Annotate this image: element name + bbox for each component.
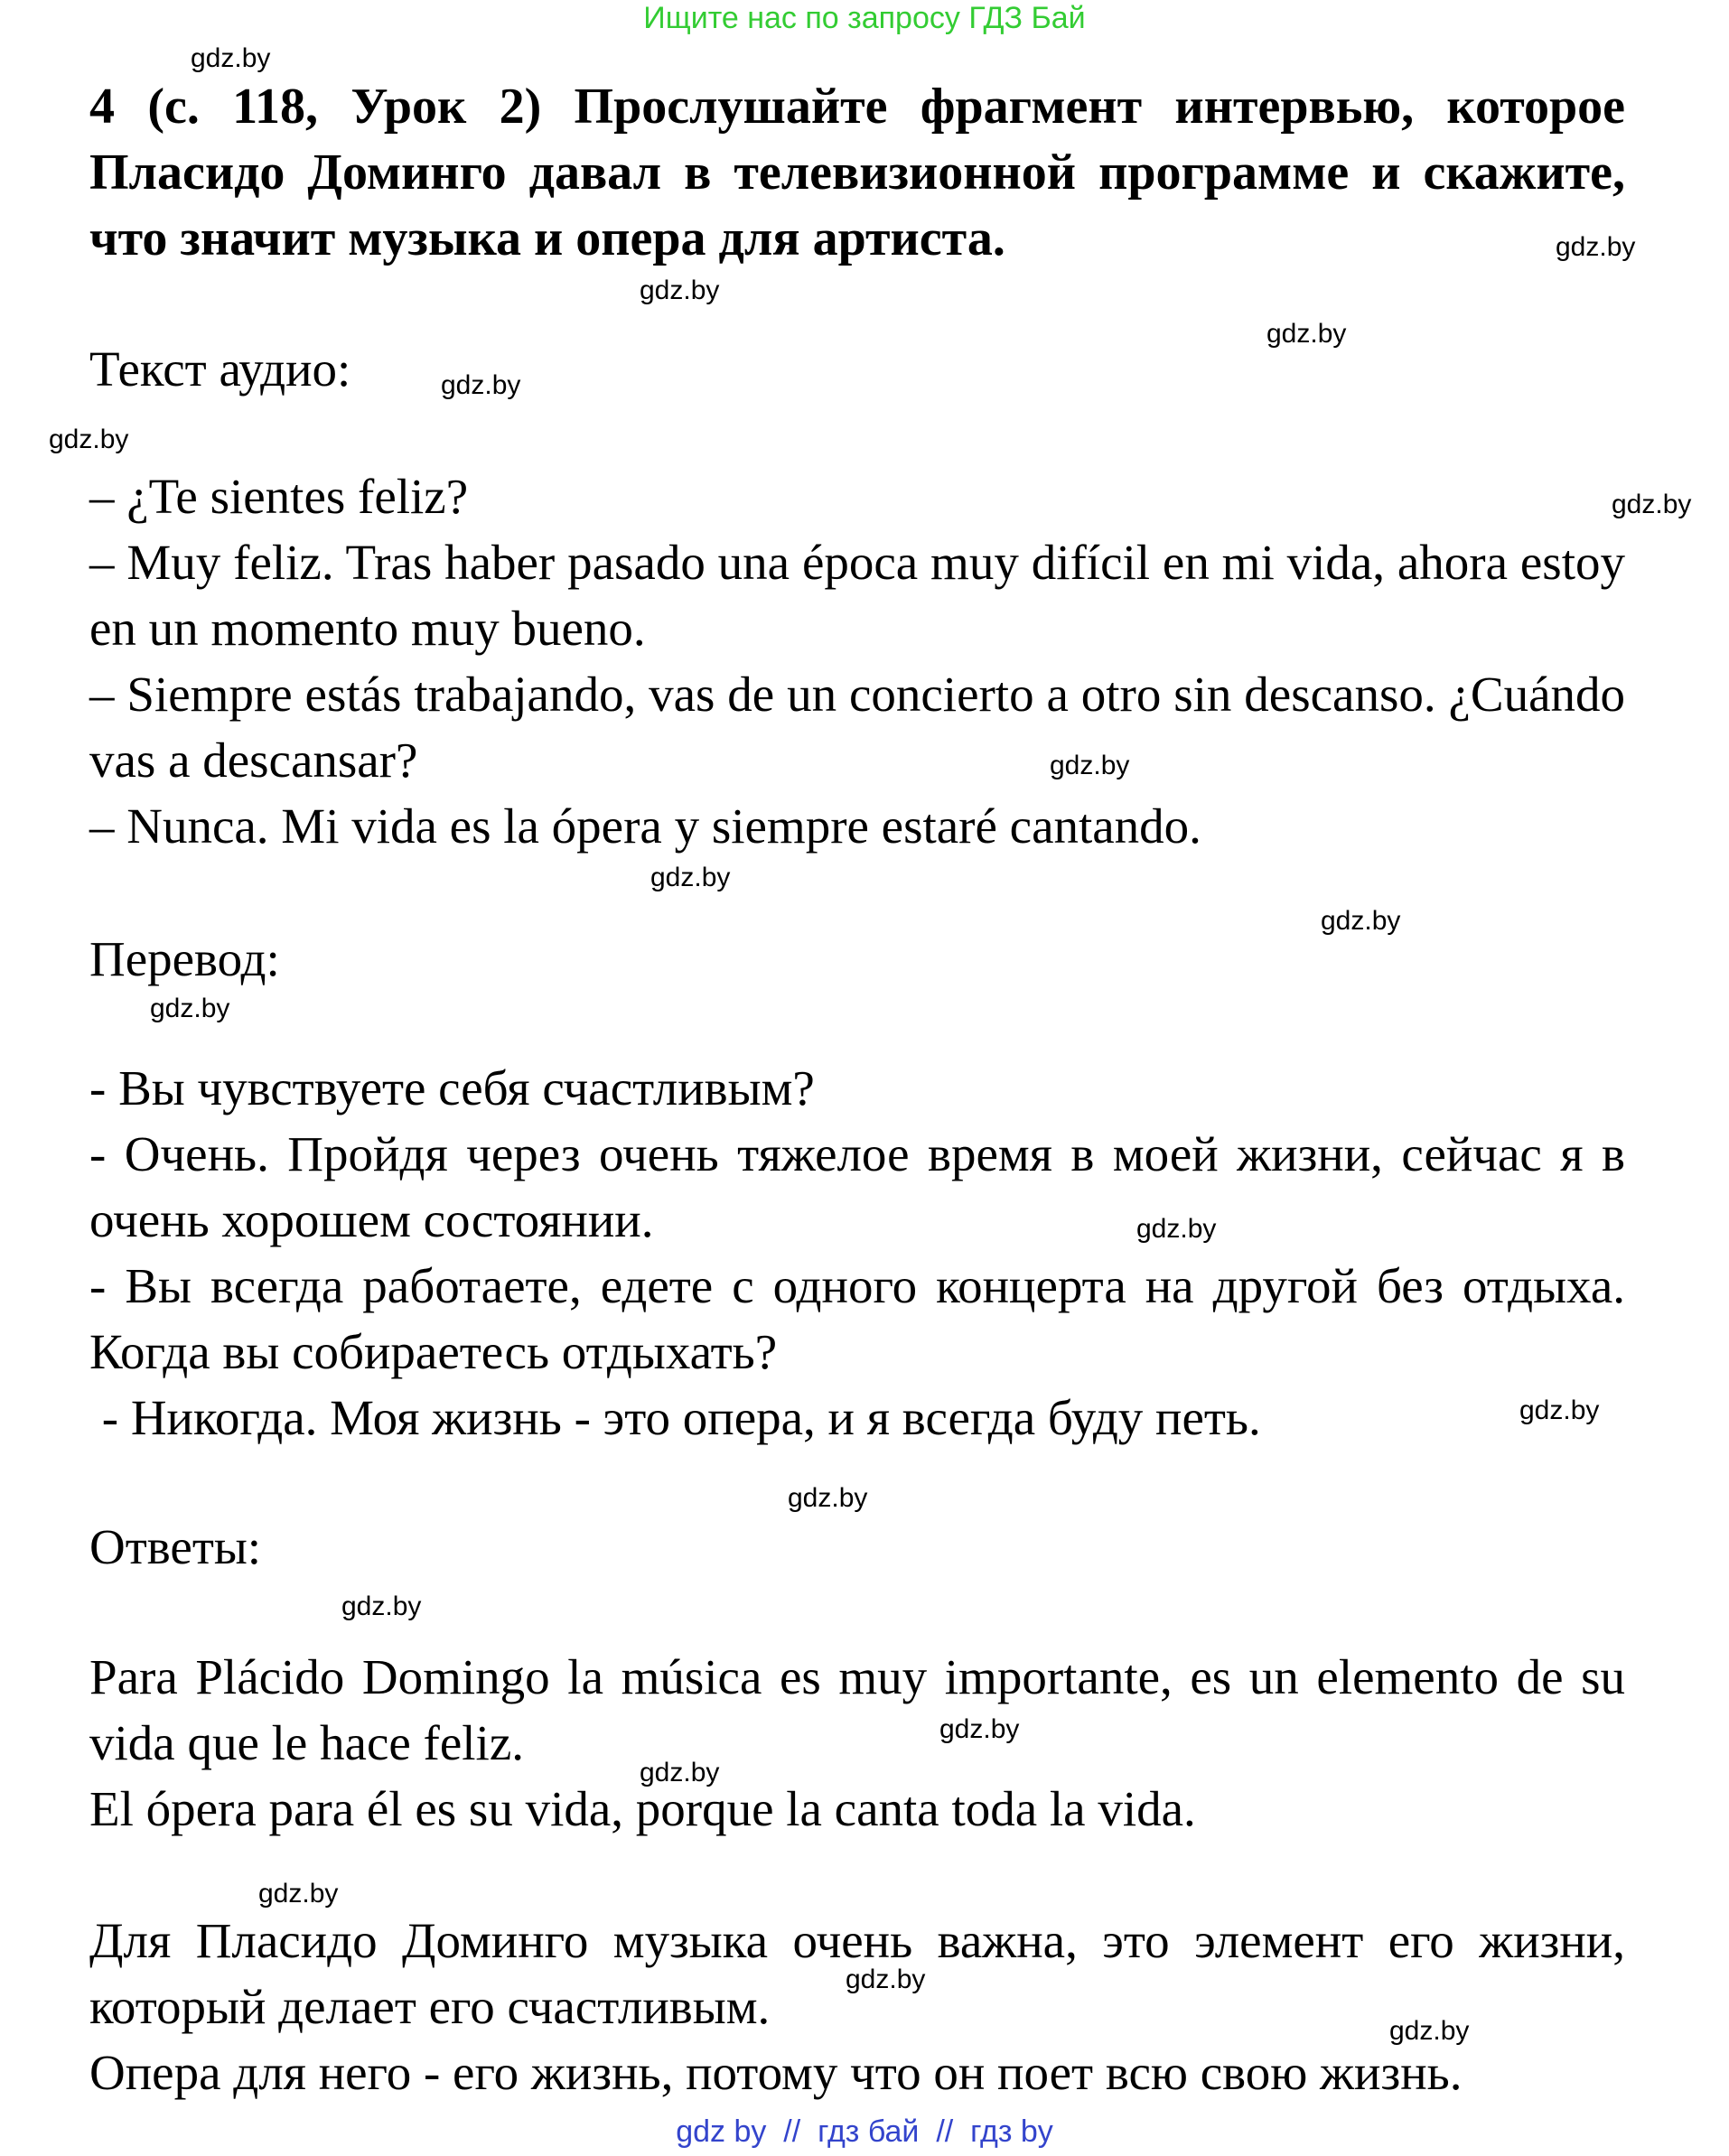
translation-line: - Вы всегда работаете, едете с одного концерта на другой без отдыха. Когда вы собираетесь отдыхать? <box>89 1258 1625 1379</box>
watermark: gdz.by <box>258 1879 339 1909</box>
task-title: 4 (с. 118, Урок 2) Прослушайте фрагмент интервью, которое Пласидо Доминго давал в телевизионной программе и скажите, что значит музыка и опера для артиста. <box>89 79 1625 266</box>
audio-line: – ¿Te sientes feliz? <box>89 469 469 524</box>
watermark: gdz.by <box>1136 1214 1217 1244</box>
translation-line: - Очень. Пройдя через очень тяжелое время в моей жизни, сейчас я в очень хорошем состоянии. <box>89 1126 1625 1247</box>
watermark: gdz.by <box>1389 2016 1470 2046</box>
translation-label: Перевод: <box>89 931 280 986</box>
answer-line: Para Plácido Domingo la música es muy importante, es un elemento de su vida que le hace feliz. <box>89 1649 1625 1770</box>
answer-line: Для Пласидо Доминго музыка очень важна, это элемент его жизни, который делает его счастливым. <box>89 1913 1625 2034</box>
watermark: gdz.by <box>788 1483 868 1513</box>
answer-line: Опера для него - его жизнь, потому что он поет всю свою жизнь. <box>89 2045 1463 2100</box>
audio-label: Текст аудио: <box>89 341 351 397</box>
watermark: gdz.by <box>1612 490 1692 519</box>
watermark: gdz.by <box>640 1758 720 1787</box>
translation-text <box>89 1055 1625 1451</box>
watermark: gdz.by <box>441 370 521 400</box>
top-banner: Ищите нас по запросу ГДЗ Бай <box>643 1 1086 35</box>
audio-line: – Nunca. Mi vida es la ópera y siempre estaré cantando. <box>89 798 1201 854</box>
bottom-banner: gdz by // гдз бай // гдз by <box>676 2114 1053 2149</box>
watermark: gdz.by <box>939 1714 1020 1744</box>
watermark: gdz.by <box>1519 1395 1600 1425</box>
watermark: gdz.by <box>1050 751 1130 780</box>
audio-line: – Siempre estás trabajando, vas de un concierto a otro sin descanso. ¿Cuándo vas a descansar? <box>89 667 1625 788</box>
watermark: gdz.by <box>191 43 271 73</box>
watermark: gdz.by <box>650 863 731 892</box>
audio-text <box>89 463 1625 859</box>
answer-line: El ópera para él es su vida, porque la canta toda la vida. <box>89 1781 1196 1836</box>
watermark: gdz.by <box>1321 906 1401 936</box>
answer-russian <box>89 1908 1625 2105</box>
watermark: gdz.by <box>1266 319 1347 349</box>
watermark: gdz.by <box>341 1591 422 1621</box>
audio-line: – Muy feliz. Tras haber pasado una época muy difícil en mi vida, ahora estoy en un momento muy bueno. <box>89 535 1625 656</box>
translation-line: - Никогда. Моя жизнь - это опера, и я всегда буду петь. <box>89 1390 1261 1445</box>
answers-label: Ответы: <box>89 1519 262 1574</box>
watermark: gdz.by <box>640 275 720 305</box>
answer-spanish <box>89 1644 1625 1842</box>
watermark: gdz.by <box>150 994 230 1023</box>
translation-line: - Вы чувствуете себя счастливым? <box>89 1060 815 1115</box>
watermark: gdz.by <box>846 1965 926 1994</box>
watermark: gdz.by <box>49 425 129 454</box>
watermark: gdz.by <box>1556 232 1636 262</box>
